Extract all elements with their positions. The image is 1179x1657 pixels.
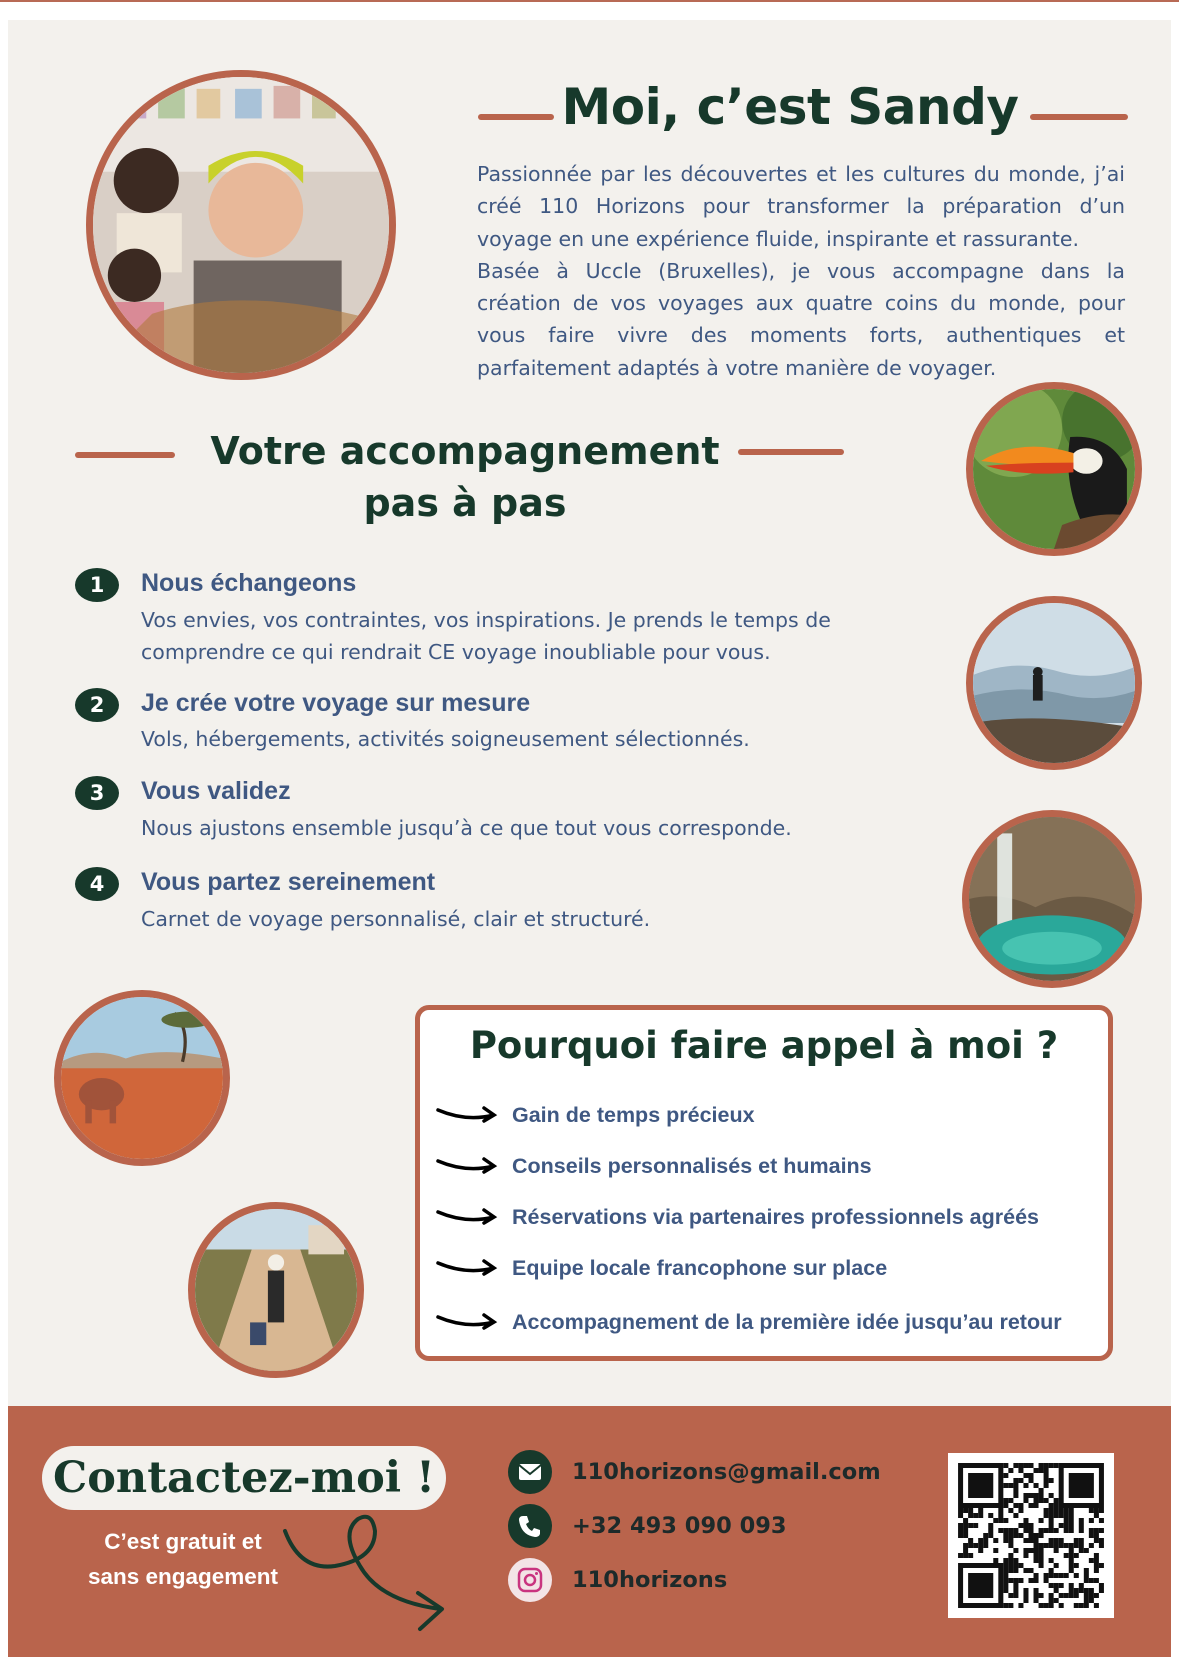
steps-dash-left bbox=[75, 452, 175, 458]
step-2-description: Vols, hébergements, activités soigneusement sélectionnés. bbox=[141, 727, 750, 751]
top-border bbox=[0, 0, 1179, 2]
why-title: Pourquoi faire appel à moi ? bbox=[469, 1024, 1059, 1067]
phone-icon bbox=[508, 1504, 552, 1548]
intro-paragraph-2: Basée à Uccle (Bruxelles), je vous accompagne dans la création de vos voyages aux quatre coins du monde, pour vous faire vivre des moments forts, authentiques et parfaitement adaptés à votre manière de voyager. bbox=[477, 258, 1125, 380]
contact-heading: Contactez-moi ! bbox=[42, 1446, 446, 1510]
contact-phone[interactable]: +32 493 090 093 bbox=[572, 1513, 787, 1539]
why-item-text: Equipe locale francophone sur place bbox=[512, 1256, 888, 1280]
why-item-text: Accompagnement de la première idée jusqu’au retour bbox=[512, 1310, 1062, 1334]
why-item-text: Conseils personnalisés et humains bbox=[512, 1154, 872, 1178]
why-item-text: Gain de temps précieux bbox=[512, 1103, 755, 1127]
why-item bbox=[420, 1202, 1108, 1232]
why-item bbox=[420, 1253, 1108, 1283]
step-3-title: Vous validez bbox=[141, 777, 291, 805]
qr-code[interactable] bbox=[948, 1453, 1114, 1618]
step-4-title: Vous partez sereinement bbox=[141, 868, 436, 896]
step-2-title: Je crée votre voyage sur mesure bbox=[141, 689, 531, 717]
why-item bbox=[420, 1100, 1108, 1130]
waterfall-photo bbox=[962, 810, 1142, 988]
email-icon bbox=[508, 1450, 552, 1494]
arrow-icon bbox=[436, 1255, 498, 1279]
mountain-photo bbox=[966, 596, 1142, 770]
step-3-description: Nous ajustons ensemble jusqu’à ce que tout vous corresponde. bbox=[141, 816, 792, 840]
steps-title bbox=[180, 425, 750, 529]
step-1-title: Nous échangeons bbox=[141, 569, 357, 597]
steps-title-line1: Votre accompagnement bbox=[210, 429, 720, 473]
intro-title: Moi, c’est Sandy bbox=[561, 78, 1019, 136]
why-item bbox=[420, 1307, 1108, 1337]
step-1-number: 1 bbox=[75, 568, 119, 602]
contact-instagram[interactable]: 110horizons bbox=[572, 1567, 728, 1593]
step-4-description: Carnet de voyage personnalisé, clair et structuré. bbox=[141, 907, 651, 931]
contact-subtext-line1: C’est gratuit et bbox=[104, 1529, 262, 1554]
arrow-icon bbox=[436, 1309, 498, 1333]
why-item bbox=[420, 1151, 1108, 1181]
steps-title-line2: pas à pas bbox=[363, 481, 567, 525]
traveler-photo bbox=[188, 1202, 364, 1378]
instagram-icon bbox=[508, 1558, 552, 1602]
intro-paragraph-1: Passionnée par les découvertes et les cultures du monde, j’ai créé 110 Horizons pour transformer la préparation d’un voyage en une expérience fluide, inspirante et rassurante. bbox=[477, 162, 1125, 251]
title-dash-left bbox=[478, 114, 554, 120]
step-2-number: 2 bbox=[75, 688, 119, 722]
title-dash-right bbox=[1030, 114, 1128, 120]
why-item-text: Réservations via partenaires professionnels agréés bbox=[512, 1205, 1039, 1229]
why-box bbox=[415, 1005, 1113, 1361]
step-3-number: 3 bbox=[75, 776, 119, 810]
arrow-icon bbox=[436, 1204, 498, 1228]
step-4-number: 4 bbox=[75, 867, 119, 901]
arrow-icon bbox=[436, 1102, 498, 1126]
contact-subtext-line2: sans engagement bbox=[87, 1564, 279, 1589]
portrait-photo bbox=[86, 70, 396, 380]
intro-text bbox=[477, 158, 1125, 384]
toucan-photo bbox=[966, 382, 1142, 556]
contact-footer bbox=[8, 1406, 1171, 1657]
curly-arrow-icon bbox=[280, 1511, 460, 1656]
steps-dash-right bbox=[738, 449, 844, 455]
step-1-description: Vos envies, vos contraintes, vos inspirations. Je prends le temps de comprendre ce qui rendrait CE voyage inoubliable pour vous. bbox=[141, 608, 831, 664]
arrow-icon bbox=[436, 1153, 498, 1177]
contact-email[interactable]: 110horizons@gmail.com bbox=[572, 1459, 881, 1485]
elephant-photo bbox=[54, 990, 230, 1166]
